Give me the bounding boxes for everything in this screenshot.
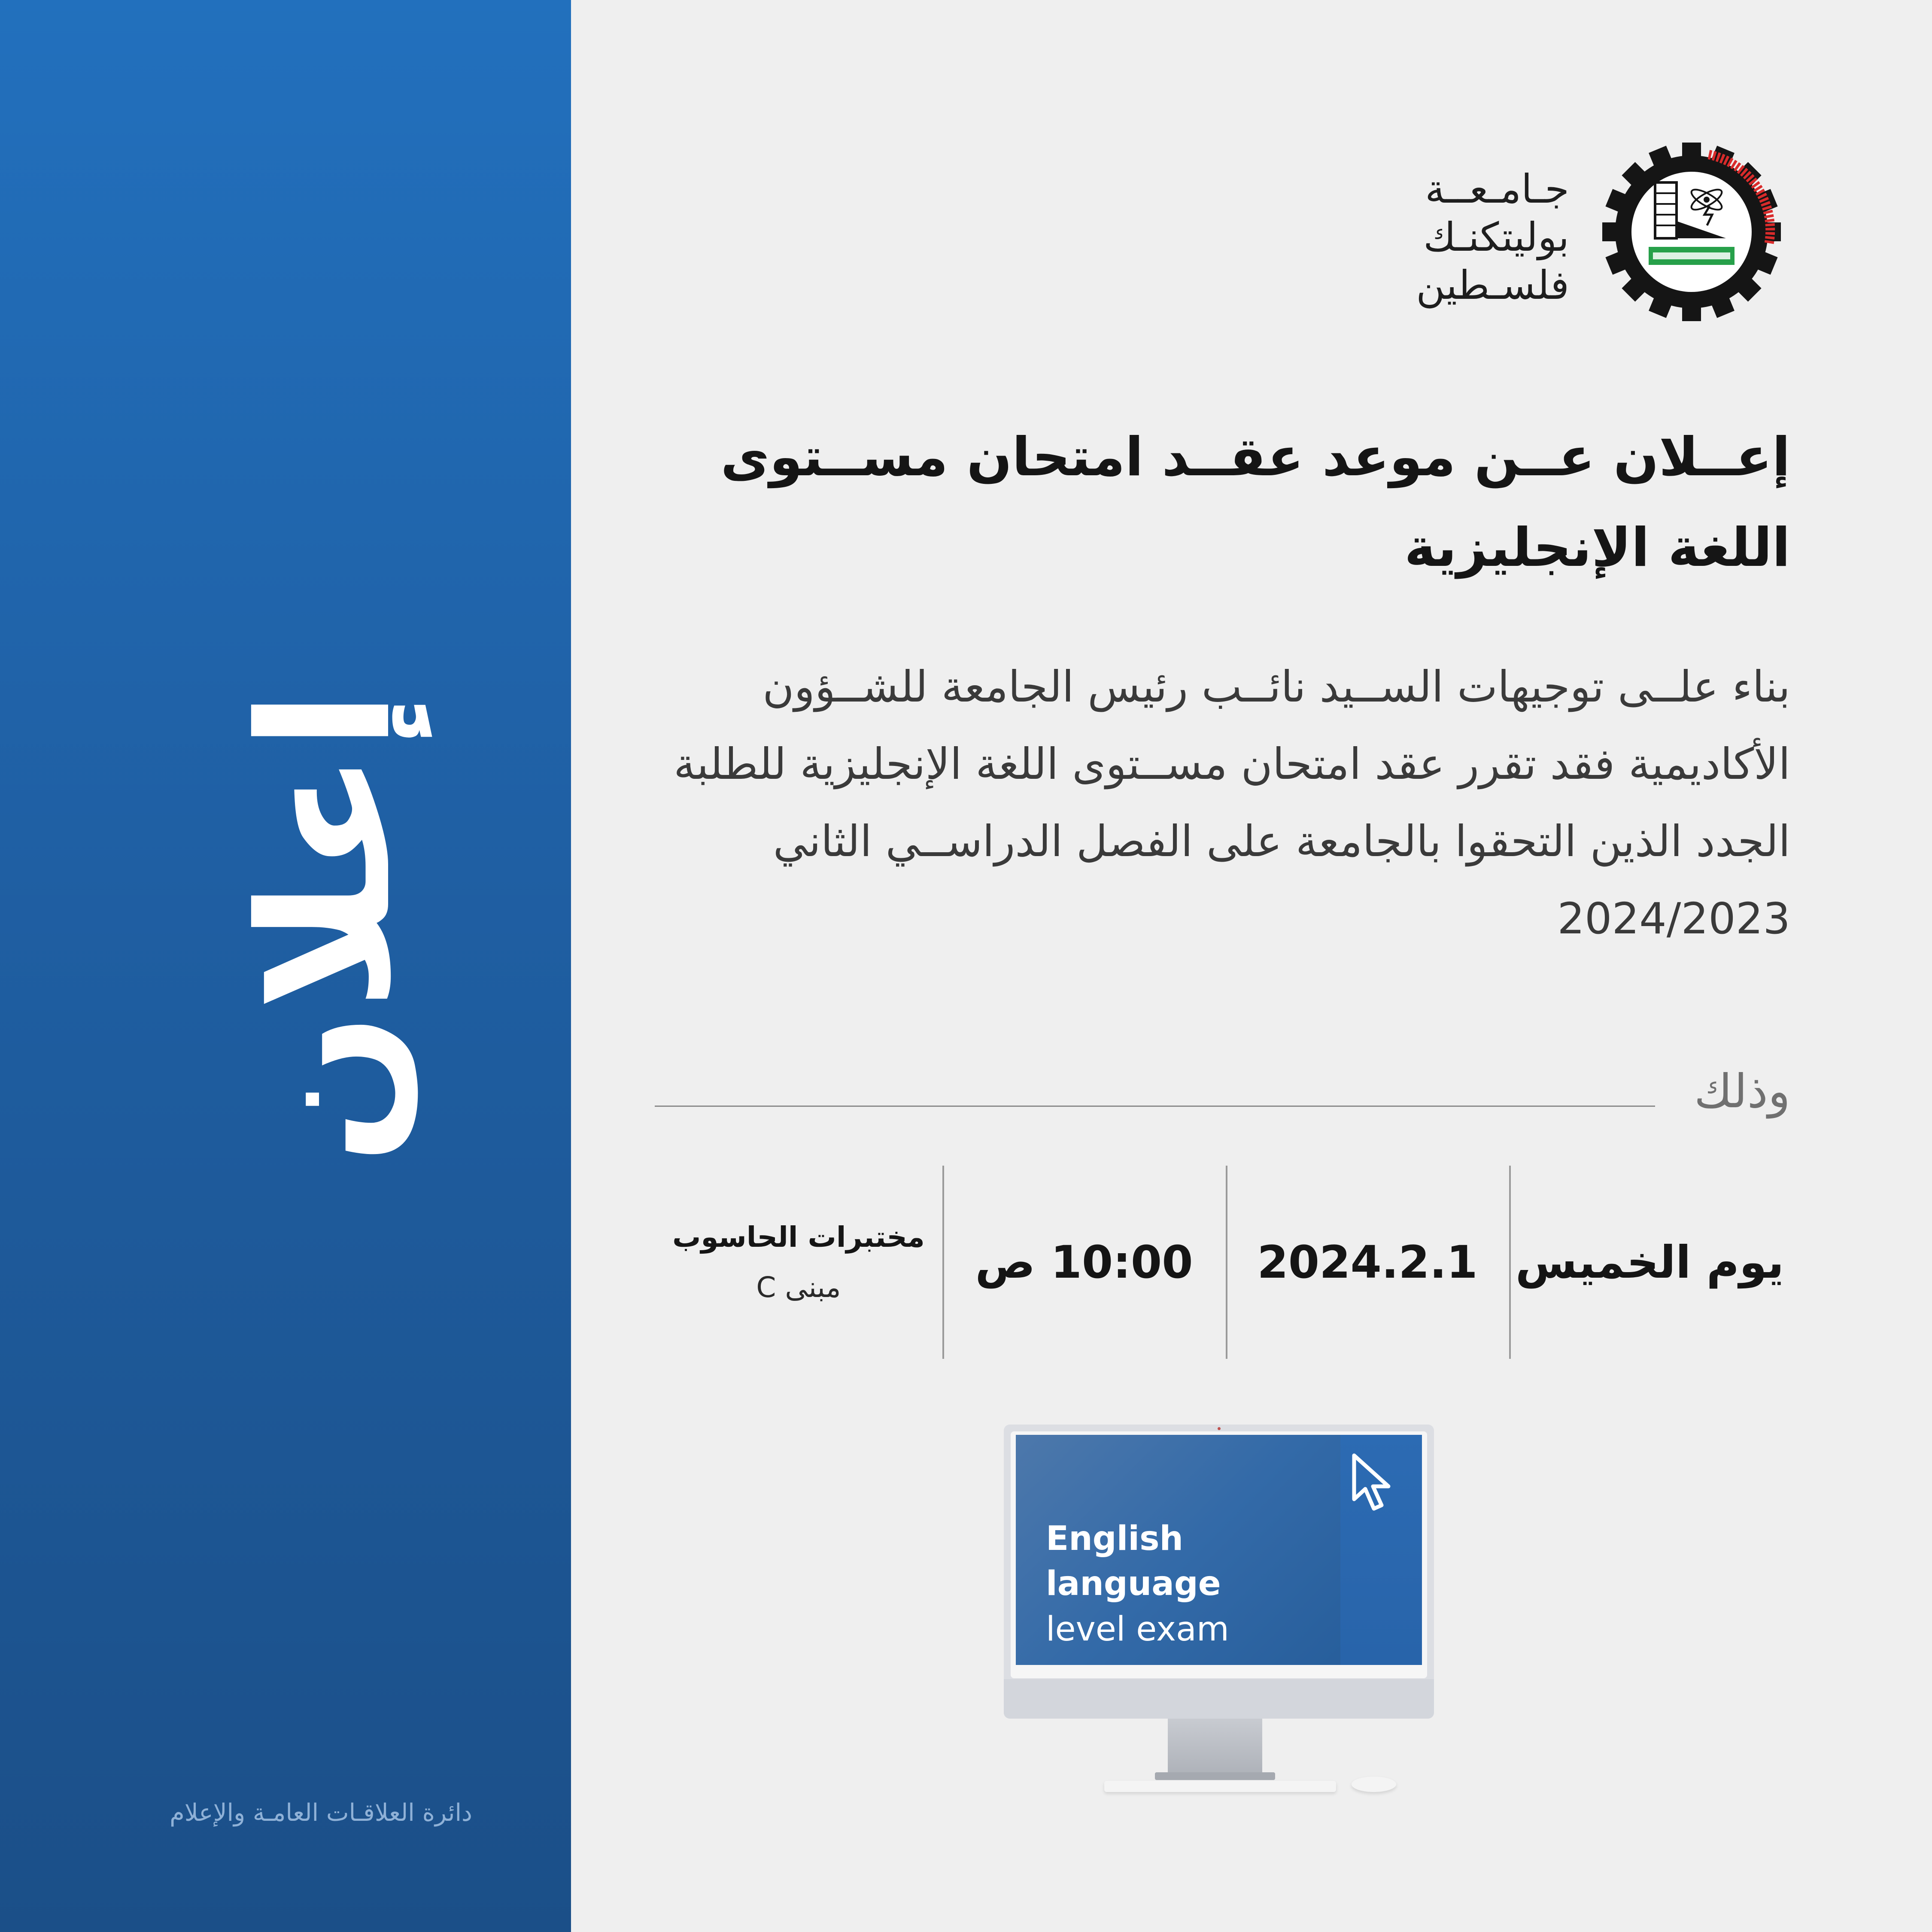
exam-day-text: يوم الخميس bbox=[1515, 1236, 1784, 1288]
university-name bbox=[1416, 165, 1569, 310]
computer-monitor-illustration bbox=[1004, 1425, 1434, 1719]
screen-text-line1: English bbox=[1046, 1519, 1184, 1558]
screen-text-line2: language bbox=[1046, 1564, 1221, 1604]
university-logo-emblem bbox=[1597, 137, 1786, 326]
screen-text-line3: level exam bbox=[1046, 1610, 1229, 1649]
column-divider bbox=[1509, 1166, 1511, 1359]
exam-time bbox=[942, 1166, 1226, 1359]
university-name-line1: جـامـعــة bbox=[1425, 166, 1569, 212]
sidebar-title: إعلان bbox=[221, 689, 431, 1166]
announcement-headline: إعــلان عــن موعد عقــد امتحان مســتوى اللغة الإنجليزية bbox=[720, 426, 1790, 579]
exam-day bbox=[1509, 1166, 1790, 1359]
exam-location-line2: مبنى C bbox=[756, 1271, 841, 1304]
exam-location bbox=[655, 1166, 942, 1359]
exam-date-text: 2024.2.1 bbox=[1257, 1236, 1478, 1288]
exam-date bbox=[1226, 1166, 1509, 1359]
cursor-arrow-icon bbox=[1349, 1452, 1396, 1512]
monitor-chin bbox=[1004, 1679, 1434, 1719]
exam-details bbox=[655, 1166, 1790, 1359]
camera-dot bbox=[1218, 1427, 1221, 1430]
monitor-screen bbox=[1016, 1435, 1422, 1665]
exam-time-text: 10:00 ص bbox=[975, 1236, 1193, 1288]
screen-text bbox=[1046, 1516, 1229, 1652]
monitor-stand bbox=[1168, 1719, 1262, 1774]
separator-line bbox=[655, 1106, 1655, 1107]
column-divider bbox=[1226, 1166, 1227, 1359]
separator-label: وذلك bbox=[1694, 1065, 1790, 1118]
university-name-line3: فلسـطين bbox=[1416, 262, 1569, 309]
monitor-stand-base bbox=[1155, 1772, 1275, 1780]
department-footer: دائرة العلاقـات العامـة والإعلام bbox=[170, 1799, 472, 1827]
exam-location-line1: مختبرات الحاسوب bbox=[672, 1221, 925, 1254]
university-name-line2: بوليتكنـك bbox=[1423, 214, 1569, 261]
sidebar bbox=[0, 0, 571, 1932]
mouse bbox=[1352, 1777, 1396, 1792]
keyboard bbox=[1104, 1781, 1336, 1792]
announcement-body: بناء علــى توجيهات الســيد نائــب رئيس الجامعة للشــؤون الأكاديمية فقد تقرر عقد امتحان مســتوى اللغة الإنجليزية للطلبة الجدد الذين التحقوا بالجامعة على الفصل الدراســي الثاني 2024/2023 bbox=[674, 662, 1790, 944]
column-divider bbox=[942, 1166, 944, 1359]
